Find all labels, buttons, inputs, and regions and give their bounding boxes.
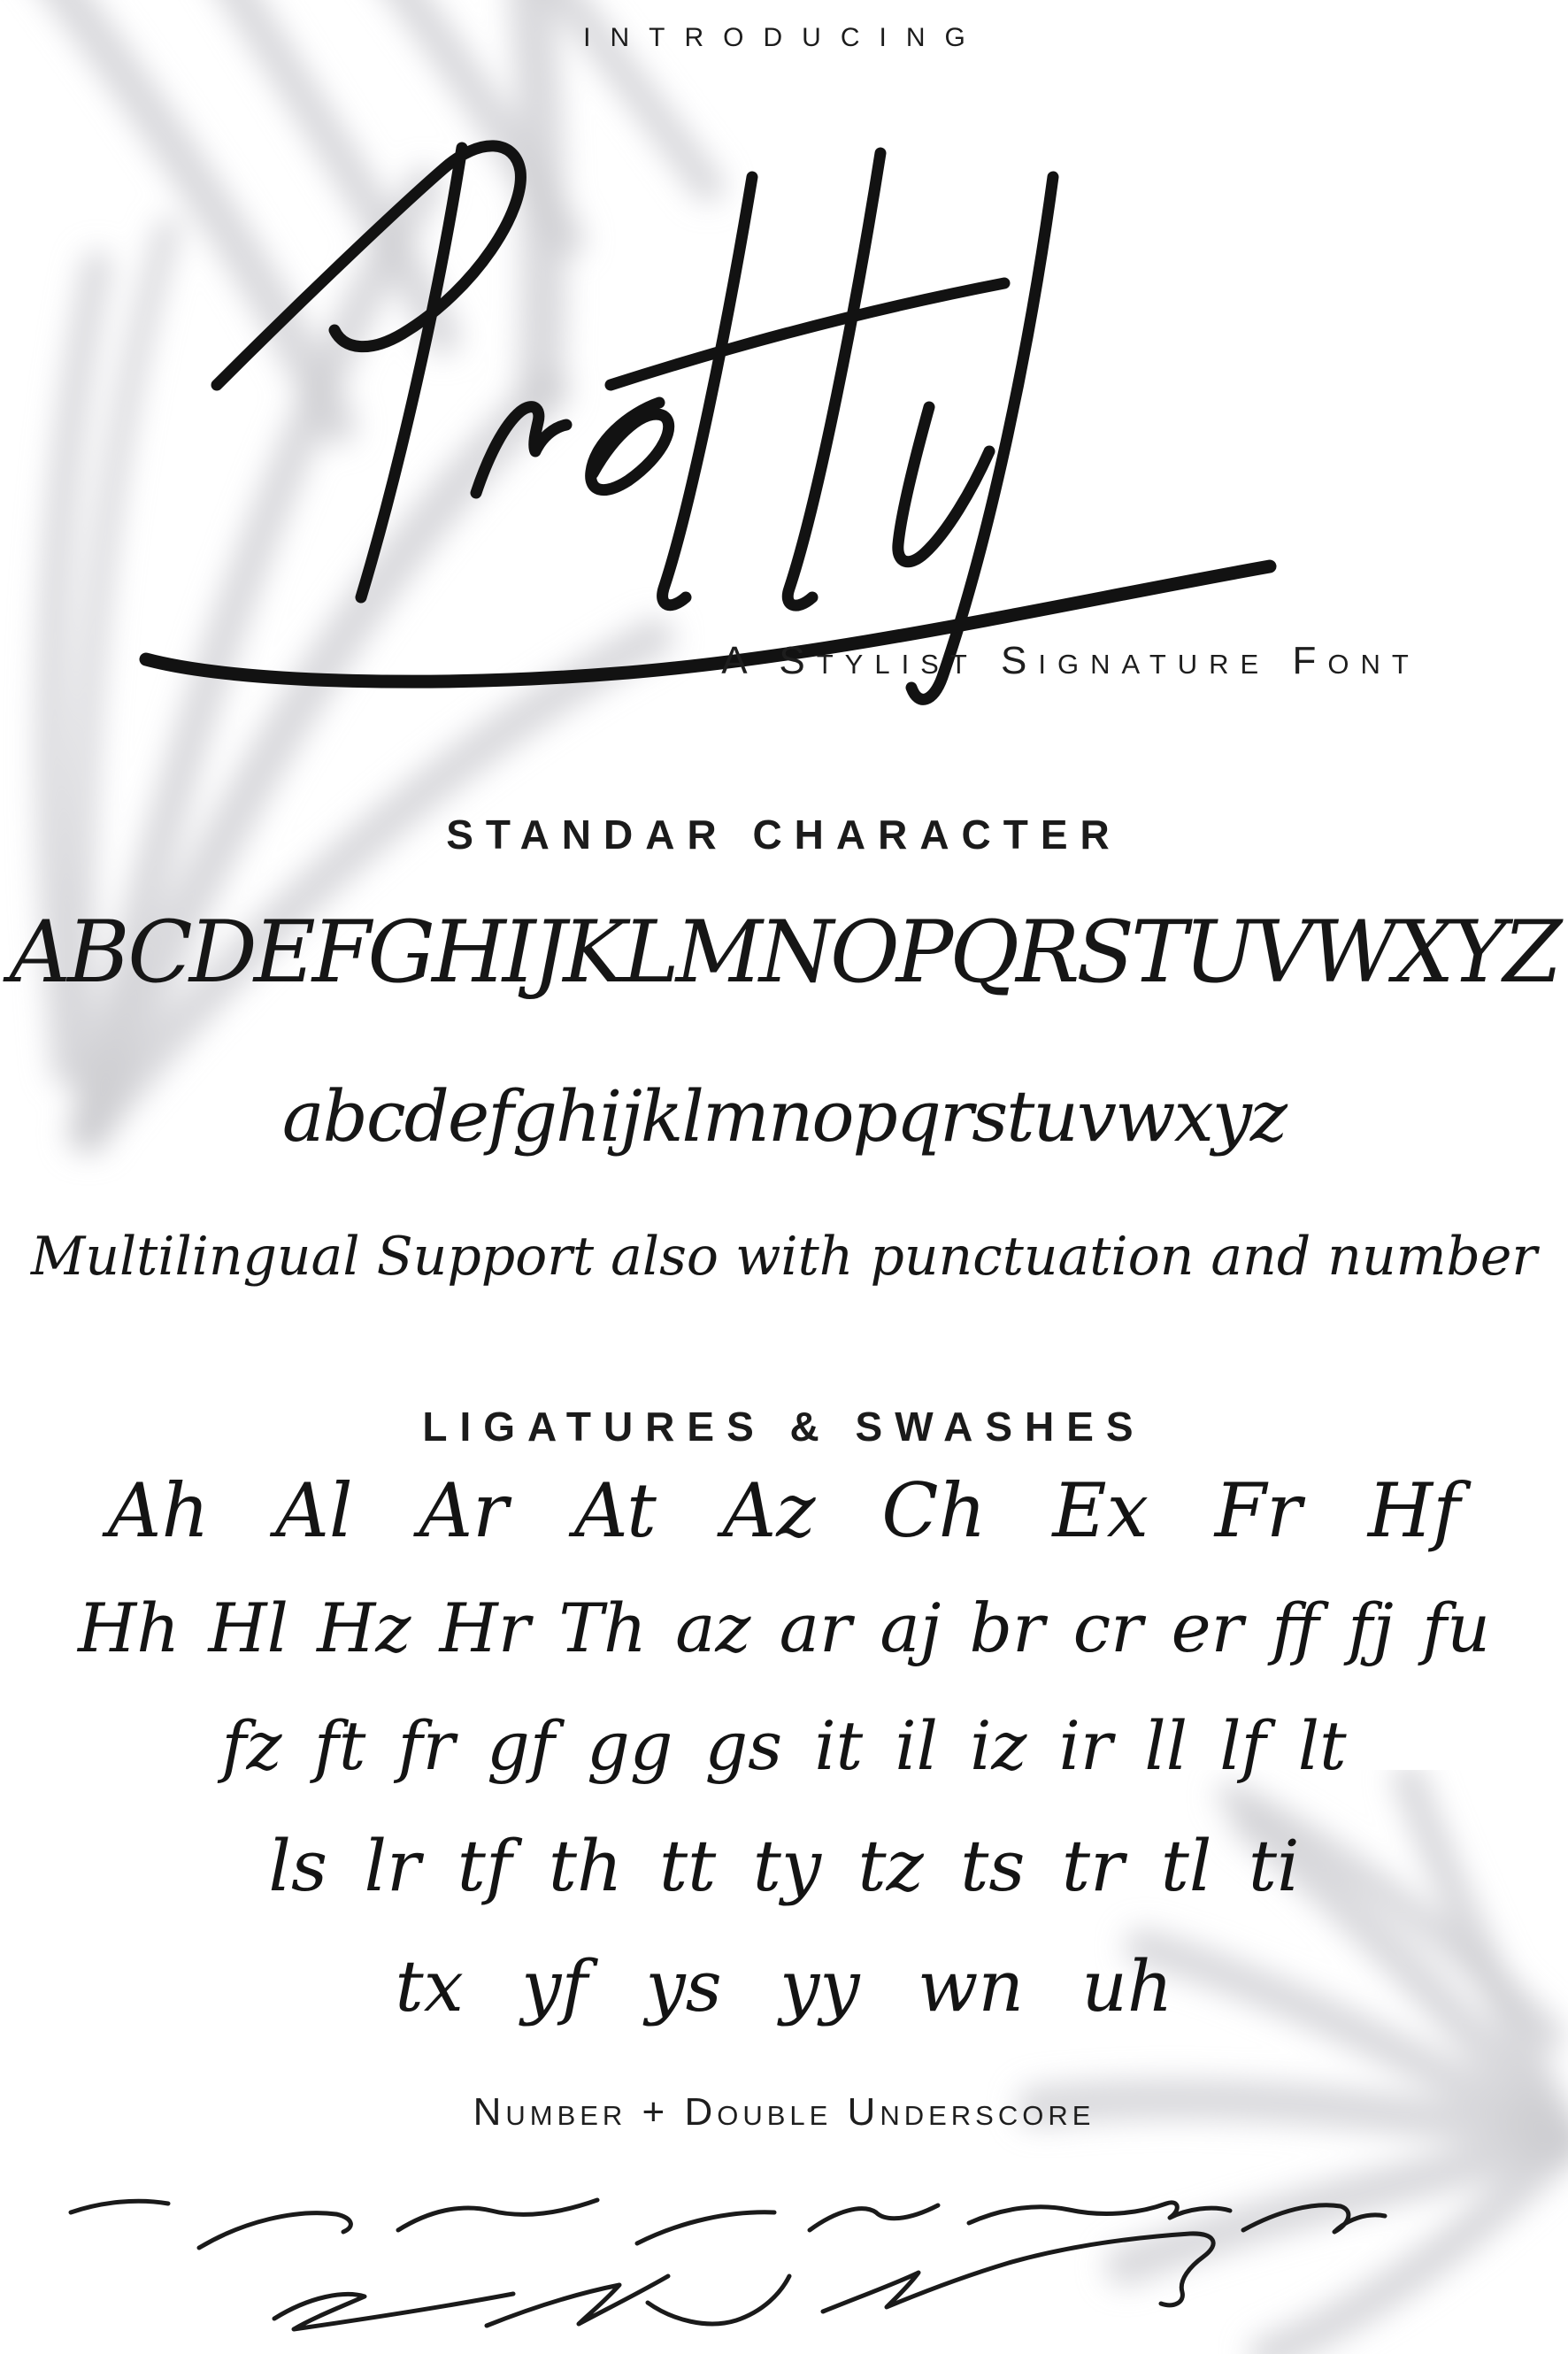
- standard-character-heading: STANDAR CHARACTER: [446, 812, 1122, 858]
- lowercase-alphabet-row: abcdefghijklmnopqrstuvwxyz: [281, 1075, 1287, 1158]
- ligatures-swashes-heading: LIGATURES & SWASHES: [422, 1404, 1146, 1450]
- kicker-text: INTRODUCING: [583, 23, 985, 52]
- brand-wordmark: [133, 93, 1283, 721]
- ligature-row-3: fz ft fr gf gg gs it il iz ir ll lf lt: [221, 1706, 1347, 1785]
- multilingual-support-note: Multilingual Support also with punctuation and number: [30, 1226, 1538, 1288]
- ligature-row-2: Hh Hl Hz Hr Th az ar aj br cr er ff fj fu: [77, 1589, 1491, 1667]
- ligature-row-5: tx yf ys yy wn uh: [395, 1945, 1173, 2027]
- brand-signature-icon: [133, 93, 1283, 721]
- uppercase-alphabet-row: ABCDEFGHIJKLMNOPQRSTUVWXYZ: [9, 903, 1559, 1002]
- ligature-row-1: Ah Al Ar At Az Ch Ex Fr Hf: [107, 1467, 1461, 1554]
- ligature-row-4: ls lr tf th tt ty tz ts tr tl ti: [268, 1825, 1300, 1907]
- number-glyphs-scribble-icon: [53, 2159, 1522, 2351]
- number-double-underscore-heading: Number + Double Underscore: [473, 2090, 1095, 2134]
- tagline-text: A Stylist Signature Font: [721, 639, 1420, 682]
